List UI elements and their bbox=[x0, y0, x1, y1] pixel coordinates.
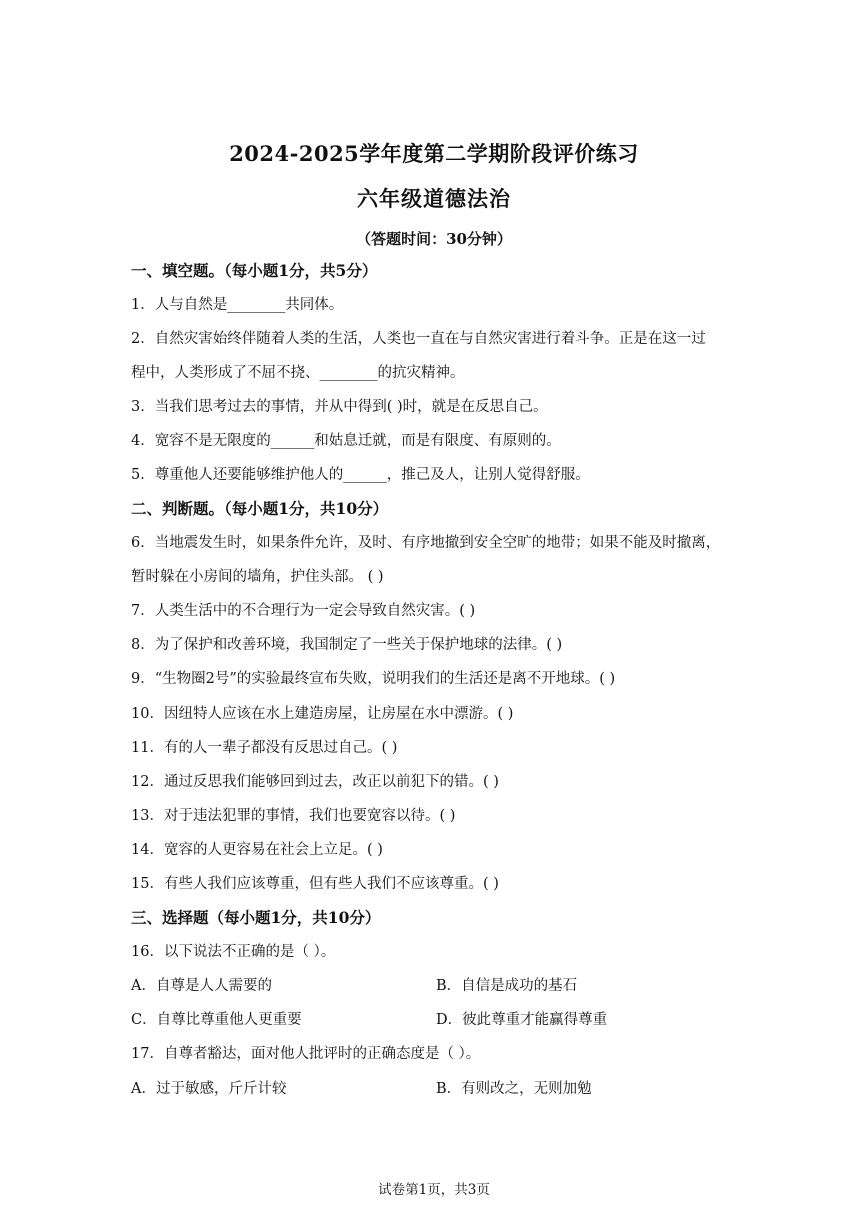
question-17-option-a: A．过于敏感，斤斤计较 bbox=[131, 1081, 287, 1097]
question-6-line-2: 暂时躲在小房间的墙角，护住头部。 ( ) bbox=[131, 569, 384, 585]
question-2-line-2: 程中，人类形成了不屈不挠、________的抗灾精神。 bbox=[131, 365, 465, 381]
question-11: 11．有的人一辈子都没有反思过自己。( ) bbox=[131, 740, 398, 756]
question-13: 13．对于违法犯罪的事情，我们也要宽容以待。( ) bbox=[131, 808, 456, 824]
question-6-line-1: 6．当地震发生时，如果条件允许，及时、有序地撤到安全空旷的地带；如果不能及时撤离， bbox=[131, 535, 721, 551]
question-4: 4．宽容不是无限度的______和姑息迁就，而是有限度、有原则的。 bbox=[131, 433, 561, 449]
question-12: 12．通过反思我们能够回到过去，改正以前犯下的错。( ) bbox=[131, 774, 499, 790]
question-1: 1．人与自然是________共同体。 bbox=[131, 297, 344, 313]
question-16-option-a: A．自尊是人人需要的 bbox=[131, 978, 272, 994]
question-5: 5．尊重他人还要能够维护他人的______，推己及人，让别人觉得舒服。 bbox=[131, 467, 590, 483]
page-footer: 试卷第1页，共3页 bbox=[378, 1182, 490, 1198]
exam-title: 2024-2025学年度第二学期阶段评价练习 bbox=[229, 141, 639, 166]
question-16-option-c: C．自尊比尊重他人更重要 bbox=[131, 1012, 302, 1028]
section-multiple-choice: 三、选择题（每小题1分，共10分） bbox=[131, 908, 381, 927]
question-8: 8．为了保护和改善环境，我国制定了一些关于保护地球的法律。( ) bbox=[131, 637, 563, 653]
question-10: 10．因纽特人应该在水上建造房屋，让房屋在水中漂游。( ) bbox=[131, 706, 514, 722]
question-9: 9．“生物圈2号”的实验最终宣布失败，说明我们的生活还是离不开地球。( ) bbox=[131, 671, 616, 687]
question-17: 17．自尊者豁达，面对他人批评时的正确态度是（ ）。 bbox=[131, 1046, 481, 1062]
question-17-option-b: B．有则改之，无则加勉 bbox=[436, 1081, 592, 1097]
section-true-false: 二、判断题。（每小题1分，共10分） bbox=[131, 499, 389, 518]
question-2-line-1: 2．自然灾害始终伴随着人类的生活，人类也一直在与自然灾害进行着斗争。正是在这一过 bbox=[131, 331, 706, 347]
question-3: 3．当我们思考过去的事情，并从中得到( )时，就是在反思自己。 bbox=[131, 399, 548, 415]
question-16-option-d: D．彼此尊重才能赢得尊重 bbox=[436, 1012, 608, 1028]
question-16-option-b: B．自信是成功的基石 bbox=[436, 978, 578, 994]
question-16: 16．以下说法不正确的是（ ）。 bbox=[131, 944, 336, 960]
question-15: 15．有些人我们应该尊重，但有些人我们不应该尊重。( ) bbox=[131, 876, 499, 892]
question-14: 14．宽容的人更容易在社会上立足。( ) bbox=[131, 842, 383, 858]
section-fill-blank: 一、填空题。（每小题1分，共5分） bbox=[131, 261, 378, 280]
question-7: 7．人类生活中的不合理行为一定会导致自然灾害。( ) bbox=[131, 603, 476, 619]
exam-time: （答题时间：30分钟） bbox=[356, 230, 512, 248]
exam-subtitle: 六年级道德法治 bbox=[357, 186, 511, 211]
